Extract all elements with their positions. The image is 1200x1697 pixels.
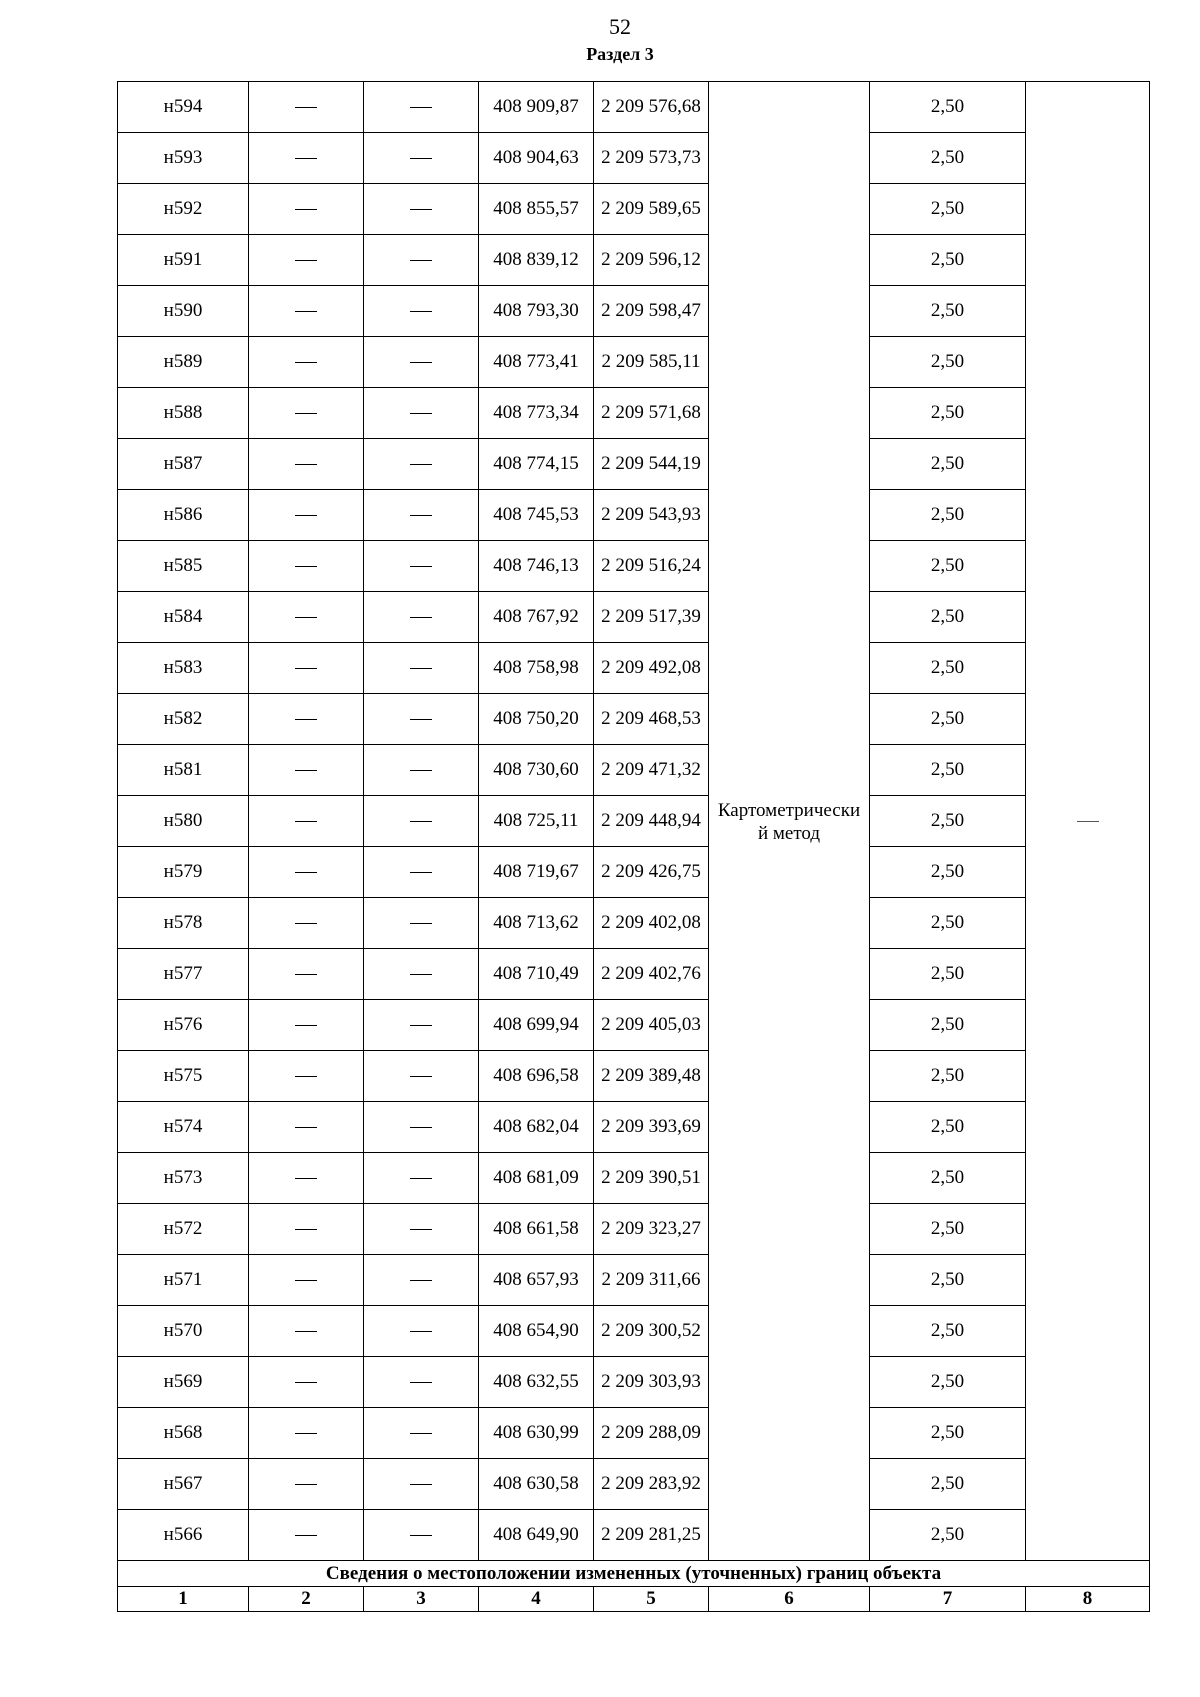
method-text-line: й метод <box>757 823 821 844</box>
x-coordinate-cell: 408 746,13 <box>479 541 594 592</box>
dash-mark <box>410 107 432 109</box>
x-coordinate-cell: 408 719,67 <box>479 847 594 898</box>
dash-mark <box>410 1229 432 1231</box>
x-coordinate-cell: 408 793,30 <box>479 286 594 337</box>
section-title: Раздел 3 <box>586 44 654 64</box>
col3-cell <box>364 184 479 235</box>
y-coordinate-cell: 2 209 571,68 <box>594 388 709 439</box>
dash-mark <box>410 1076 432 1078</box>
table-row <box>118 694 1150 745</box>
col3-cell <box>364 592 479 643</box>
col2-cell <box>249 184 364 235</box>
col3-cell <box>364 1306 479 1357</box>
accuracy-cell: 2,50 <box>870 184 1026 235</box>
x-coordinate-cell: 408 649,90 <box>479 1510 594 1561</box>
col2-cell <box>249 439 364 490</box>
dash-mark <box>295 1076 317 1078</box>
accuracy-cell: 2,50 <box>870 847 1026 898</box>
table-caption-row <box>118 1561 1150 1587</box>
col2-cell <box>249 1459 364 1510</box>
dash-mark <box>295 158 317 160</box>
boundary-table <box>117 81 1150 1612</box>
col2-cell <box>249 1306 364 1357</box>
table-row <box>118 1357 1150 1408</box>
accuracy-cell: 2,50 <box>870 1204 1026 1255</box>
dash-mark <box>295 260 317 262</box>
col3-cell <box>364 388 479 439</box>
table-row <box>118 1408 1150 1459</box>
table-row <box>118 1510 1150 1561</box>
dash-mark <box>410 821 432 823</box>
x-coordinate-cell: 408 758,98 <box>479 643 594 694</box>
col3-cell <box>364 439 479 490</box>
table-body <box>118 82 1150 1561</box>
dash-mark <box>410 413 432 415</box>
accuracy-cell: 2,50 <box>870 1000 1026 1051</box>
col3-cell <box>364 1408 479 1459</box>
dash-mark <box>410 566 432 568</box>
accuracy-cell: 2,50 <box>870 439 1026 490</box>
point-name-cell: н573 <box>118 1153 249 1204</box>
col3-cell <box>364 133 479 184</box>
column-number-cell: 1 <box>118 1587 249 1612</box>
column-number-cell: 5 <box>594 1587 709 1612</box>
x-coordinate-cell: 408 725,11 <box>479 796 594 847</box>
accuracy-cell: 2,50 <box>870 1357 1026 1408</box>
x-coordinate-cell: 408 839,12 <box>479 235 594 286</box>
dash-mark <box>410 668 432 670</box>
y-coordinate-cell: 2 209 576,68 <box>594 82 709 133</box>
x-coordinate-cell: 408 654,90 <box>479 1306 594 1357</box>
y-coordinate-cell: 2 209 281,25 <box>594 1510 709 1561</box>
accuracy-cell: 2,50 <box>870 541 1026 592</box>
table-row <box>118 643 1150 694</box>
col3-cell <box>364 235 479 286</box>
table-row <box>118 1306 1150 1357</box>
col3-cell <box>364 1000 479 1051</box>
dash-mark <box>295 311 317 313</box>
col2-cell <box>249 286 364 337</box>
column-number-cell: 2 <box>249 1587 364 1612</box>
x-coordinate-cell: 408 745,53 <box>479 490 594 541</box>
col2-cell <box>249 1510 364 1561</box>
dash-mark <box>410 464 432 466</box>
point-name-cell: н574 <box>118 1102 249 1153</box>
point-name-cell: н577 <box>118 949 249 1000</box>
point-name-cell: н579 <box>118 847 249 898</box>
dash-mark <box>410 1025 432 1027</box>
accuracy-cell: 2,50 <box>870 898 1026 949</box>
dash-mark <box>410 1433 432 1435</box>
col3-cell <box>364 1153 479 1204</box>
point-name-cell: н572 <box>118 1204 249 1255</box>
column-number-cell: 8 <box>1026 1587 1150 1612</box>
accuracy-cell: 2,50 <box>870 133 1026 184</box>
table-row <box>118 592 1150 643</box>
dash-mark <box>295 107 317 109</box>
x-coordinate-cell: 408 681,09 <box>479 1153 594 1204</box>
col3-cell <box>364 490 479 541</box>
x-coordinate-cell: 408 657,93 <box>479 1255 594 1306</box>
x-coordinate-cell: 408 713,62 <box>479 898 594 949</box>
dash-mark <box>295 209 317 211</box>
page-number: 52 <box>609 14 631 39</box>
accuracy-cell: 2,50 <box>870 1459 1026 1510</box>
y-coordinate-cell: 2 209 468,53 <box>594 694 709 745</box>
y-coordinate-cell: 2 209 303,93 <box>594 1357 709 1408</box>
dash-mark <box>410 1280 432 1282</box>
table-caption: Сведения о местоположении измененных (уточненных) границ объекта <box>118 1561 1150 1587</box>
table-row <box>118 490 1150 541</box>
dash-mark <box>295 1484 317 1486</box>
col2-cell <box>249 592 364 643</box>
y-coordinate-cell: 2 209 389,48 <box>594 1051 709 1102</box>
method-text-line: Картометрически <box>717 800 861 821</box>
x-coordinate-cell: 408 773,34 <box>479 388 594 439</box>
dash-mark <box>410 617 432 619</box>
dash-mark <box>295 1127 317 1129</box>
y-coordinate-cell: 2 209 598,47 <box>594 286 709 337</box>
column-number-cell: 4 <box>479 1587 594 1612</box>
dash-mark <box>410 1535 432 1537</box>
y-coordinate-cell: 2 209 517,39 <box>594 592 709 643</box>
table-row <box>118 1000 1150 1051</box>
column-number-cell: 3 <box>364 1587 479 1612</box>
dash-mark <box>410 974 432 976</box>
dash-mark <box>295 1025 317 1027</box>
accuracy-cell: 2,50 <box>870 1255 1026 1306</box>
table-row <box>118 439 1150 490</box>
col2-cell <box>249 82 364 133</box>
point-name-cell: н590 <box>118 286 249 337</box>
col3-cell <box>364 847 479 898</box>
dash-mark <box>410 260 432 262</box>
accuracy-cell: 2,50 <box>870 286 1026 337</box>
col2-cell <box>249 1153 364 1204</box>
point-name-cell: н580 <box>118 796 249 847</box>
col8-cell <box>1026 82 1150 1561</box>
col3-cell <box>364 1459 479 1510</box>
table-row <box>118 847 1150 898</box>
point-name-cell: н585 <box>118 541 249 592</box>
col3-cell <box>364 796 479 847</box>
y-coordinate-cell: 2 209 543,93 <box>594 490 709 541</box>
y-coordinate-cell: 2 209 323,27 <box>594 1204 709 1255</box>
x-coordinate-cell: 408 682,04 <box>479 1102 594 1153</box>
dash-mark <box>410 515 432 517</box>
table-row <box>118 1051 1150 1102</box>
table-row <box>118 541 1150 592</box>
col2-cell <box>249 490 364 541</box>
y-coordinate-cell: 2 209 544,19 <box>594 439 709 490</box>
y-coordinate-cell: 2 209 288,09 <box>594 1408 709 1459</box>
dash-mark <box>295 1382 317 1384</box>
dash-mark <box>295 566 317 568</box>
dash-mark <box>295 413 317 415</box>
y-coordinate-cell: 2 209 402,08 <box>594 898 709 949</box>
point-name-cell: н571 <box>118 1255 249 1306</box>
accuracy-cell: 2,50 <box>870 1510 1026 1561</box>
dash-mark <box>295 617 317 619</box>
col2-cell <box>249 1357 364 1408</box>
point-name-cell: н592 <box>118 184 249 235</box>
table-row <box>118 286 1150 337</box>
point-name-cell: н582 <box>118 694 249 745</box>
dash-mark <box>295 1433 317 1435</box>
point-name-cell: н568 <box>118 1408 249 1459</box>
col3-cell <box>364 1204 479 1255</box>
dash-mark <box>410 1382 432 1384</box>
dash-mark <box>295 1535 317 1537</box>
dash-mark <box>295 821 317 823</box>
y-coordinate-cell: 2 209 585,11 <box>594 337 709 388</box>
table-row <box>118 949 1150 1000</box>
table-row <box>118 337 1150 388</box>
column-number-cell: 7 <box>870 1587 1026 1612</box>
x-coordinate-cell: 408 632,55 <box>479 1357 594 1408</box>
table-row <box>118 388 1150 439</box>
y-coordinate-cell: 2 209 390,51 <box>594 1153 709 1204</box>
dash-mark <box>295 464 317 466</box>
dash-mark <box>295 872 317 874</box>
dash-mark <box>295 362 317 364</box>
col3-cell <box>364 1510 479 1561</box>
y-coordinate-cell: 2 209 573,73 <box>594 133 709 184</box>
x-coordinate-cell: 408 630,58 <box>479 1459 594 1510</box>
x-coordinate-cell: 408 710,49 <box>479 949 594 1000</box>
accuracy-cell: 2,50 <box>870 82 1026 133</box>
point-name-cell: н584 <box>118 592 249 643</box>
col2-cell <box>249 388 364 439</box>
y-coordinate-cell: 2 209 405,03 <box>594 1000 709 1051</box>
table-row <box>118 898 1150 949</box>
table-row <box>118 745 1150 796</box>
accuracy-cell: 2,50 <box>870 1408 1026 1459</box>
x-coordinate-cell: 408 699,94 <box>479 1000 594 1051</box>
col2-cell <box>249 541 364 592</box>
col3-cell <box>364 643 479 694</box>
x-coordinate-cell: 408 773,41 <box>479 337 594 388</box>
accuracy-cell: 2,50 <box>870 796 1026 847</box>
accuracy-cell: 2,50 <box>870 1051 1026 1102</box>
accuracy-cell: 2,50 <box>870 1102 1026 1153</box>
table-row <box>118 82 1150 133</box>
point-name-cell: н593 <box>118 133 249 184</box>
col3-cell <box>364 1255 479 1306</box>
col2-cell <box>249 898 364 949</box>
dash-mark <box>295 1178 317 1180</box>
x-coordinate-cell: 408 750,20 <box>479 694 594 745</box>
dash-mark <box>295 668 317 670</box>
dash-mark <box>410 719 432 721</box>
x-coordinate-cell: 408 855,57 <box>479 184 594 235</box>
dash-mark <box>295 770 317 772</box>
x-coordinate-cell: 408 904,63 <box>479 133 594 184</box>
col2-cell <box>249 1051 364 1102</box>
dash-mark <box>410 770 432 772</box>
col3-cell <box>364 1102 479 1153</box>
accuracy-cell: 2,50 <box>870 592 1026 643</box>
accuracy-cell: 2,50 <box>870 949 1026 1000</box>
dash-mark <box>410 158 432 160</box>
col2-cell <box>249 133 364 184</box>
y-coordinate-cell: 2 209 402,76 <box>594 949 709 1000</box>
y-coordinate-cell: 2 209 589,65 <box>594 184 709 235</box>
col2-cell <box>249 1102 364 1153</box>
y-coordinate-cell: 2 209 300,52 <box>594 1306 709 1357</box>
col2-cell <box>249 949 364 1000</box>
col3-cell <box>364 694 479 745</box>
col2-cell <box>249 337 364 388</box>
col2-cell <box>249 1204 364 1255</box>
col3-cell <box>364 337 479 388</box>
col2-cell <box>249 1255 364 1306</box>
col3-cell <box>364 1051 479 1102</box>
dash-mark <box>295 515 317 517</box>
x-coordinate-cell: 408 661,58 <box>479 1204 594 1255</box>
method-cell <box>709 82 870 1561</box>
dash-mark <box>410 1127 432 1129</box>
point-name-cell: н588 <box>118 388 249 439</box>
x-coordinate-cell: 408 696,58 <box>479 1051 594 1102</box>
x-coordinate-cell: 408 730,60 <box>479 745 594 796</box>
dash-mark <box>410 872 432 874</box>
col2-cell <box>249 745 364 796</box>
table-row <box>118 133 1150 184</box>
col2-cell <box>249 643 364 694</box>
accuracy-cell: 2,50 <box>870 388 1026 439</box>
dash-mark <box>410 209 432 211</box>
col2-cell <box>249 1408 364 1459</box>
dash-mark <box>295 719 317 721</box>
y-coordinate-cell: 2 209 393,69 <box>594 1102 709 1153</box>
point-name-cell: н586 <box>118 490 249 541</box>
point-name-cell: н581 <box>118 745 249 796</box>
y-coordinate-cell: 2 209 448,94 <box>594 796 709 847</box>
y-coordinate-cell: 2 209 596,12 <box>594 235 709 286</box>
point-name-cell: н594 <box>118 82 249 133</box>
col3-cell <box>364 82 479 133</box>
point-name-cell: н569 <box>118 1357 249 1408</box>
accuracy-cell: 2,50 <box>870 643 1026 694</box>
dash-mark <box>410 923 432 925</box>
col3-cell <box>364 949 479 1000</box>
table-row <box>118 1204 1150 1255</box>
accuracy-cell: 2,50 <box>870 694 1026 745</box>
accuracy-cell: 2,50 <box>870 235 1026 286</box>
col3-cell <box>364 541 479 592</box>
y-coordinate-cell: 2 209 471,32 <box>594 745 709 796</box>
y-coordinate-cell: 2 209 492,08 <box>594 643 709 694</box>
table-row <box>118 1255 1150 1306</box>
point-name-cell: н578 <box>118 898 249 949</box>
dash-mark <box>295 923 317 925</box>
accuracy-cell: 2,50 <box>870 1153 1026 1204</box>
y-coordinate-cell: 2 209 283,92 <box>594 1459 709 1510</box>
dash-mark <box>410 1178 432 1180</box>
dash-mark <box>410 362 432 364</box>
col3-cell <box>364 1357 479 1408</box>
table-row <box>118 184 1150 235</box>
point-name-cell: н575 <box>118 1051 249 1102</box>
point-name-cell: н591 <box>118 235 249 286</box>
x-coordinate-cell: 408 909,87 <box>479 82 594 133</box>
point-name-cell: н576 <box>118 1000 249 1051</box>
column-number-row <box>118 1587 1150 1612</box>
y-coordinate-cell: 2 209 311,66 <box>594 1255 709 1306</box>
dash-mark <box>410 1331 432 1333</box>
point-name-cell: н570 <box>118 1306 249 1357</box>
table-row <box>118 1459 1150 1510</box>
y-coordinate-cell: 2 209 426,75 <box>594 847 709 898</box>
col2-cell <box>249 796 364 847</box>
dash-mark <box>410 311 432 313</box>
point-name-cell: н566 <box>118 1510 249 1561</box>
accuracy-cell: 2,50 <box>870 1306 1026 1357</box>
dash-mark <box>295 1229 317 1231</box>
y-coordinate-cell: 2 209 516,24 <box>594 541 709 592</box>
dash-mark <box>1077 821 1099 822</box>
col2-cell <box>249 1000 364 1051</box>
col2-cell <box>249 847 364 898</box>
point-name-cell: н589 <box>118 337 249 388</box>
dash-mark <box>410 1484 432 1486</box>
col3-cell <box>364 745 479 796</box>
table-row <box>118 235 1150 286</box>
accuracy-cell: 2,50 <box>870 337 1026 388</box>
x-coordinate-cell: 408 774,15 <box>479 439 594 490</box>
table-row <box>118 1102 1150 1153</box>
point-name-cell: н567 <box>118 1459 249 1510</box>
point-name-cell: н587 <box>118 439 249 490</box>
accuracy-cell: 2,50 <box>870 745 1026 796</box>
x-coordinate-cell: 408 767,92 <box>479 592 594 643</box>
accuracy-cell: 2,50 <box>870 490 1026 541</box>
col2-cell <box>249 694 364 745</box>
table-row <box>118 796 1150 847</box>
dash-mark <box>295 1331 317 1333</box>
col3-cell <box>364 286 479 337</box>
dash-mark <box>295 1280 317 1282</box>
col2-cell <box>249 235 364 286</box>
column-number-cell: 6 <box>709 1587 870 1612</box>
dash-mark <box>295 974 317 976</box>
col3-cell <box>364 898 479 949</box>
table-row <box>118 1153 1150 1204</box>
x-coordinate-cell: 408 630,99 <box>479 1408 594 1459</box>
point-name-cell: н583 <box>118 643 249 694</box>
